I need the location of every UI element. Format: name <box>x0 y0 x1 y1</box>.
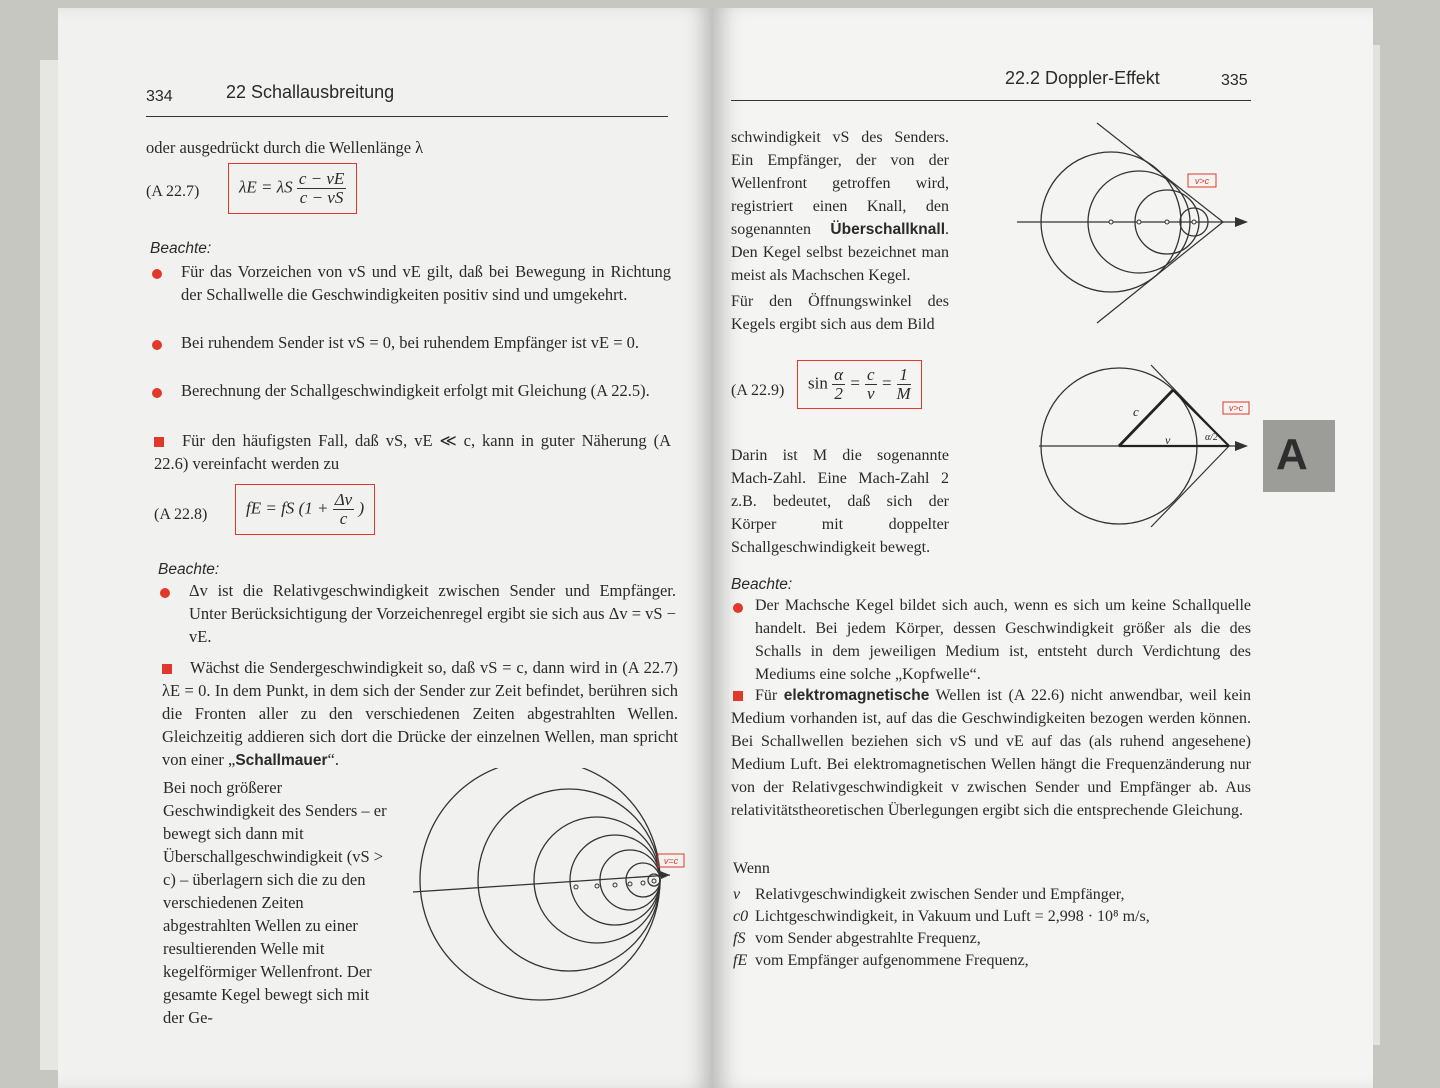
triangle-side <box>1173 390 1229 446</box>
paragraph-part: Wächst die Sendergeschwindigkeit so, daß vS = c, dann wird in (A 22.7) λE = 0. In dem Punkt, in dem sich der Sender zur Zeit befindet, berühren sich die Fronten aller zu den verschiedenen Zeiten abgestrahlten Wellen. Gleichzeitig addieren sich dort die Drücke der einzelnen Wellen, man spricht von einer „ <box>162 658 678 769</box>
arrow-head <box>660 871 670 879</box>
formula-box-227 <box>228 163 357 214</box>
symbol: fS <box>733 930 746 947</box>
label-c: c <box>1133 404 1139 419</box>
definition: vom Sender abgestrahlte Frequenz, <box>755 930 981 947</box>
wavefront-circle <box>478 789 660 971</box>
arrow-head <box>1235 441 1248 451</box>
beachte-heading: Beachte: <box>731 576 793 593</box>
bullet-text: Für das Vorzeichen von vS und vE gilt, daß bei Bewegung in Richtung der Schallwelle die Geschwindigkeiten positiv sind und umgekehrt. <box>181 262 671 304</box>
figure-tag: v>c <box>1194 176 1210 186</box>
formula-numerator: 1 <box>897 366 911 385</box>
paragraph-text <box>162 656 678 772</box>
source-position <box>1192 220 1196 224</box>
formula-paren-open: (1 + <box>298 498 329 518</box>
source-position <box>574 885 578 889</box>
formula-label: (A 22.8) <box>154 506 208 523</box>
formula-numerator: c <box>867 365 875 384</box>
formula-fraction <box>865 366 877 403</box>
bullet-marker <box>160 588 170 598</box>
source-position <box>652 879 656 883</box>
column-text: Bei noch größerer Geschwindigkeit des Senders – er bewegt sich dann mit Überschallgeschwindigkeit (vS > c) – überlagern sich die zu den verschiedenen Zeiten abgestrahlten Wellen zu einer resultierenden Welle mit kegelförmiger Wellenfront. Der gesamte Kegel bewegt sich mit der Ge- <box>163 778 387 1027</box>
figure-tag: v>c <box>1228 403 1244 413</box>
keyword-elektromagnetische: elektromagnetische <box>783 687 930 704</box>
source-position <box>1165 220 1169 224</box>
definition: Relativgeschwindigkeit zwischen Sender und Empfänger, <box>755 886 1125 903</box>
source-position <box>595 884 599 888</box>
figure-sound-barrier <box>408 768 688 1013</box>
bullet-marker <box>152 340 162 350</box>
left-page <box>58 8 713 1088</box>
formula-denominator: c − vS <box>299 188 344 207</box>
bullet-text: Δv ist die Relativgeschwindigkeit zwischen Sender und Empfänger. Unter Berücksichtigung der Vorzeichenregel ergibt sie sich aus Δv = vS − vE. <box>189 581 676 646</box>
header-rule <box>146 116 668 117</box>
formula-denominator: c <box>339 509 348 528</box>
formula-paren-close: ) <box>358 498 365 518</box>
beachte-heading: Beachte: <box>150 240 212 257</box>
header-rule <box>731 100 1251 101</box>
wenn-label: Wenn <box>733 860 770 877</box>
paragraph-part: Wellen ist (A 22.6) nicht anwendbar, weil kein Medium vorhanden ist, auf das die Geschwindigkeiten bezogen werden können. Bei Schallwellen beziehen sich vS und vE auf das (als ruhend angesehene) Medium Luft. Bei elektromagnetischen Wellen hängt die Frequenzänderung nur von der Relativgeschwindigkeit v zwischen Sender und Empfänger ab. Aus relativitätstheoretischen Überlegungen ergibt sich die entsprechende Gleichung. <box>731 687 1252 819</box>
column-text: Für den Öffnungswinkel des Kegels ergibt sich aus dem Bild <box>731 293 949 333</box>
formula-numerator: α <box>834 365 844 384</box>
symbol: v <box>733 886 741 903</box>
figure-tag: v=c <box>663 856 679 866</box>
bullet-marker <box>152 269 162 279</box>
label-v: v <box>1165 433 1171 447</box>
definition: Lichtgeschwindigkeit, in Vakuum und Luft = 2,998 · 10⁸ m/s, <box>755 908 1150 925</box>
bullet-text: Bei ruhendem Sender ist vS = 0, bei ruhendem Empfänger ist vE = 0. <box>181 333 640 352</box>
formula-box-229: sin $\frac{\alpha}{2}$ = $\frac{c}{v}$ = $\frac{1}{M}$ <box>797 360 922 409</box>
symbol: fE <box>733 952 748 969</box>
wavefront-circle <box>600 850 660 910</box>
bullet-text: Berechnung der Schallgeschwindigkeit erfolgt mit Gleichung (A 22.5). <box>181 381 650 400</box>
formula-lhs: fE = fS <box>246 498 295 518</box>
bullet-text: Der Machsche Kegel bildet sich auch, wenn es sich um keine Schallquelle handelt. Bei jedem Körper, dessen Geschwindigkeit größer als die des Schalls in dem jeweiligen Medium ist, entsteht durch Verdichtung des Mediums eine solche „Kopfwelle“. <box>755 597 1251 683</box>
paragraph-part: schwindigkeit vS des Senders. Ein Empfänger, der von der Wellenfront getroffen wird, registriert einen Knall, den sogenannten <box>731 129 949 238</box>
formula-label: (A 22.9) <box>731 382 785 399</box>
symbol: c0 <box>733 908 749 925</box>
formula-denominator: 2 <box>834 384 843 403</box>
paragraph-part: Für <box>755 687 784 704</box>
definition: vom Empfänger aufgenommene Frequenz, <box>755 952 1029 969</box>
thumb-index-letter: A <box>1276 430 1308 479</box>
formula-numerator: c − vE <box>298 169 345 188</box>
paragraph-text <box>731 684 1251 822</box>
source-position <box>628 882 632 886</box>
page-number: 334 <box>146 88 173 105</box>
cone-edge <box>1151 446 1229 527</box>
formula-fraction <box>297 170 346 207</box>
source-position <box>1137 220 1141 224</box>
formula-denominator: v <box>867 384 875 403</box>
formula-fraction <box>832 366 845 403</box>
cone-edge <box>1097 222 1223 323</box>
page-number: 335 <box>1221 72 1248 89</box>
keyword-ueberschallknall: Überschallknall <box>830 221 945 238</box>
chapter-title: 22 Schallausbreitung <box>226 82 395 102</box>
mach-text: Darin ist M die sogenannte Mach-Zahl. Eine Mach-Zahl 2 z.B. bedeutet, daß sich der Körper mit doppelter Schallgeschwindigkeit bewegt. <box>731 447 949 556</box>
figure-mach-cone-1 <box>1013 118 1258 333</box>
cone-edge <box>1097 123 1223 222</box>
formula-fraction <box>897 366 911 403</box>
source-position <box>1109 220 1113 224</box>
arrow-head <box>1235 217 1248 227</box>
formula-lhs: λE = λS <box>239 177 293 197</box>
paragraph-text: Für den häufigsten Fall, daß vS, vE ≪ c, kann in guter Näherung (A 22.6) vereinfacht werden zu <box>154 431 671 473</box>
formula-box-228 <box>235 484 375 535</box>
paragraph-part: . Den Kegel selbst bezeichnet man meist als Machschen Kegel. <box>731 221 949 284</box>
figure-mach-cone-2 <box>1033 360 1263 535</box>
wavefront-circle <box>570 835 660 925</box>
keyword-schallmauer: Schallmauer <box>235 752 328 769</box>
bullet-marker <box>733 603 743 613</box>
right-page <box>713 8 1373 1088</box>
formula-denominator: M <box>896 384 911 403</box>
label-alpha: α/2 <box>1205 432 1219 443</box>
formula-sin: sin <box>808 373 828 393</box>
source-position <box>641 881 645 885</box>
formula-numerator: Δv <box>334 490 353 509</box>
bullet-marker <box>152 388 162 398</box>
beachte-heading: Beachte: <box>158 561 220 578</box>
formula-label: (A 22.7) <box>146 183 200 200</box>
source-position <box>613 883 617 887</box>
formula-fraction <box>333 491 355 528</box>
column-text <box>731 126 949 287</box>
paragraph-part: “. <box>327 750 339 769</box>
intro-text: oder ausgedrückt durch die Wellenlänge λ <box>146 138 424 157</box>
section-title: 22.2 Doppler-Effekt <box>1005 68 1160 88</box>
